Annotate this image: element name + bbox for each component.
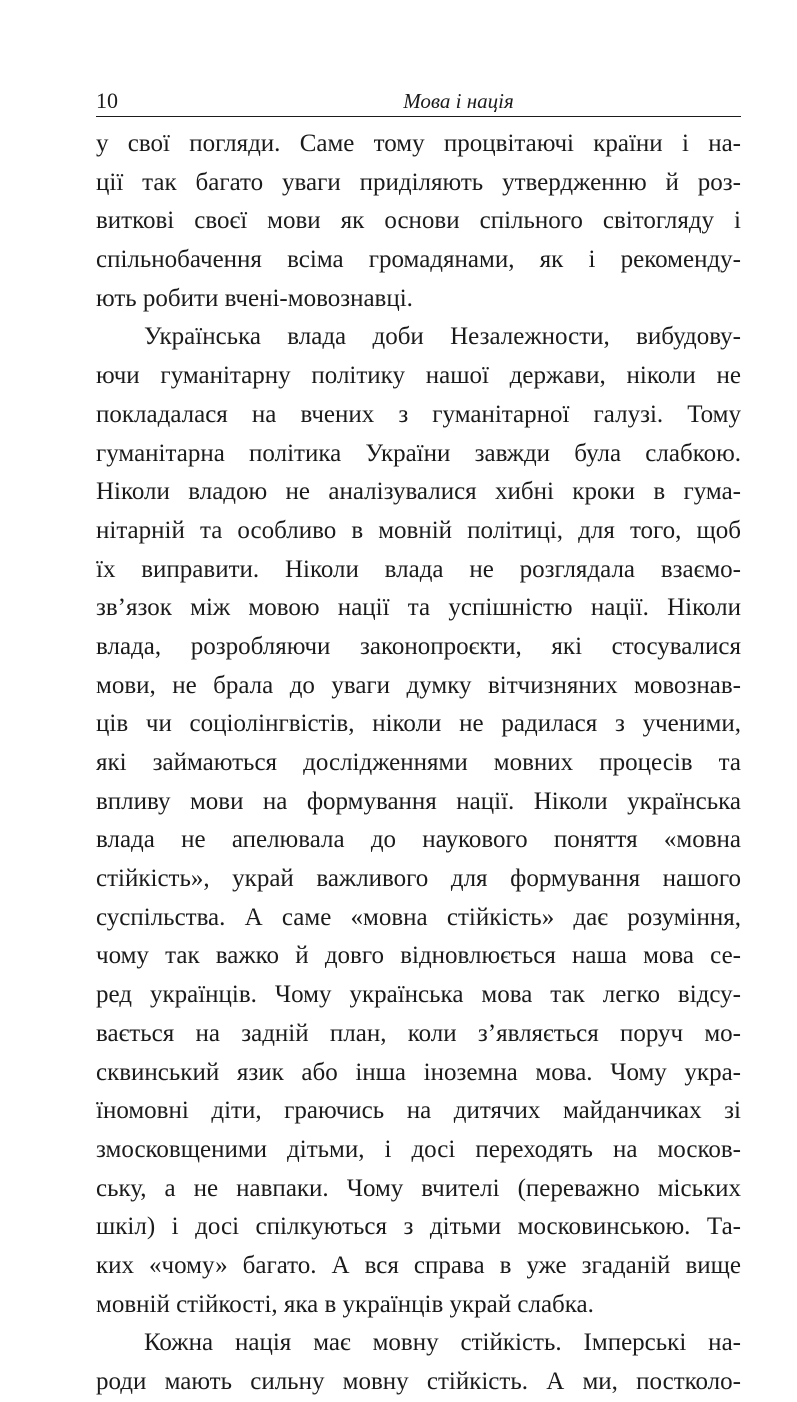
text-line: ред українців. Чому українська мова так легко відсу- — [96, 981, 741, 1009]
text-line: ції так багато уваги приділяють утвердженню й роз- — [96, 168, 741, 196]
text-line: мовній стійкості, яка в українців украй слабка. — [96, 1290, 594, 1318]
text-line: мови, не брала до уваги думку вітчизняних мовознав- — [96, 671, 741, 699]
text-line: чому так важко й довго відновлюється наша мова се- — [96, 942, 741, 970]
text-line: вається на задній план, коли з’являється поруч мо- — [96, 1019, 741, 1047]
text-line: виткові своєї мови як основи спільного світогляду і — [96, 207, 741, 235]
text-line: ких «чому» багато. А вся справа в уже згаданій вище — [96, 1251, 741, 1279]
text-line: спільнобачення всіма громадянами, як і рекоменду- — [96, 246, 741, 274]
text-line: ють робити вчені-мовознавці. — [96, 284, 413, 312]
text-line: влада не апелювала до наукового поняття «мовна — [96, 826, 741, 854]
running-title: Мова і нація — [403, 89, 514, 113]
text-line: гуманітарна політика України завжди була слабкою. — [96, 439, 741, 467]
text-line: нітарній та особливо в мовній політиці, для того, щоб — [96, 516, 741, 544]
text-line: зв’язок між мовою нації та успішністю нації. Ніколи — [96, 594, 741, 622]
text-line: стійкість», украй важливого для формування нашого — [96, 865, 741, 893]
text-line: їномовні діти, граючись на дитячих майданчиках зі — [96, 1097, 741, 1125]
page-number: 10 — [96, 88, 118, 113]
text-line: шкіл) і досі спілкуються з дітьми московинською. Та- — [96, 1213, 741, 1241]
text-line: Українська влада доби Незалежности, вибудову- — [144, 323, 741, 351]
text-line: у свої погляди. Саме тому процвітаючі країни і на- — [96, 130, 741, 157]
text-line: ючи гуманітарну політику нашої держави, ніколи не — [96, 362, 741, 390]
text-line: ську, а не навпаки. Чому вчителі (переважно міських — [96, 1174, 741, 1202]
text-line: які займаються дослідженнями мовних процесів та — [96, 749, 741, 776]
text-line: сквинський язик або інша іноземна мова. Чому укра- — [96, 1058, 741, 1086]
text-line: впливу мови на формування нації. Ніколи українська — [96, 787, 741, 815]
text-line: їх виправити. Ніколи влада не розглядала взаємо- — [96, 555, 741, 583]
text-line: покладалася на вчених з гуманітарної галузі. Тому — [96, 400, 741, 428]
text-line: ців чи соціолінгвістів, ніколи не радилася з ученими, — [96, 710, 741, 738]
text-line: влада, розробляючи законопроєкти, які стосувалися — [96, 632, 741, 660]
text-line: змосковщеними дітьми, і досі переходять на москов- — [96, 1135, 741, 1163]
text-line: Кожна нація має мовну стійкість. Імперські на- — [144, 1329, 741, 1357]
body-text — [96, 125, 741, 1402]
running-head — [96, 84, 741, 117]
text-line: суспільства. А саме «мовна стійкість» дає розуміння, — [96, 903, 741, 931]
text-line: Ніколи владою не аналізувалися хибні кроки в гума- — [96, 478, 741, 506]
text-line: роди мають сильну мовну стійкість. А ми, постколо- — [96, 1368, 741, 1395]
